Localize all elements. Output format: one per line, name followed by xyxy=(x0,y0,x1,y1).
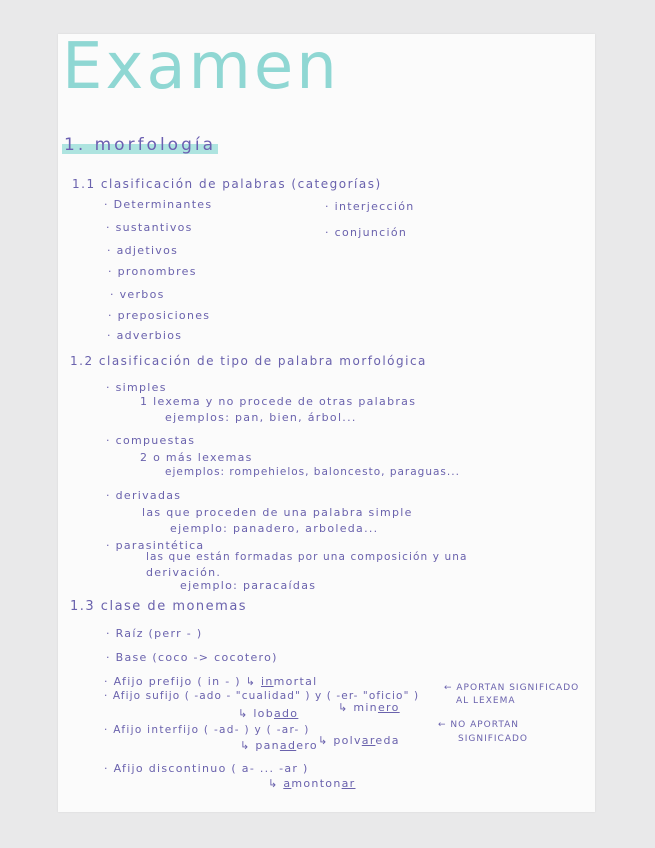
prefijo-underline: in xyxy=(260,675,274,688)
example-underline: ad xyxy=(279,739,297,752)
type-label-derivadas: · derivadas xyxy=(106,489,182,502)
type-example: ejemplos: pan, bien, árbol... xyxy=(165,411,357,424)
moneme-discontinuo: · Afijo discontinuo ( a- ... -ar ) xyxy=(104,762,309,775)
moneme-base: · Base (coco -> cocotero) xyxy=(106,651,278,664)
note-aportan-significado: ← APORTAN SIGNIFICADO xyxy=(444,683,580,693)
type-example: ejemplo: panadero, arboleda... xyxy=(170,522,379,535)
list-item: · verbos xyxy=(110,288,165,301)
heading-highlight: 1. morfología xyxy=(64,135,217,155)
subsection-title-1-2: 1.2 clasificación de tipo de palabra morfológica xyxy=(70,354,427,368)
example-underline: ar xyxy=(361,734,376,747)
subsection-title-1-3: 1.3 clase de monemas xyxy=(70,599,248,614)
page-title: Examen xyxy=(62,30,340,104)
list-item: · adjetivos xyxy=(107,244,179,257)
subsection-title-1-1: 1.1 clasificación de palabras (categorías) xyxy=(72,177,382,191)
list-item: · pronombres xyxy=(108,265,197,278)
list-item: · adverbios xyxy=(107,329,183,342)
note-no-aportan-2: SIGNIFICADO xyxy=(458,734,529,744)
moneme-sufijo: · Afijo sufijo ( -ado - "cualidad" ) y ( -er- "oficio" ) xyxy=(104,690,420,702)
type-definition: derivación. xyxy=(146,566,222,579)
example-text: ↳ xyxy=(268,777,284,790)
note-aportan-significado-2: AL LEXEMA xyxy=(456,696,516,706)
moneme-prefijo xyxy=(104,675,318,688)
list-item: · interjección xyxy=(325,200,415,213)
sufijo-example-2 xyxy=(338,701,400,714)
example-text: ↳ polv xyxy=(318,734,362,747)
type-definition: las que están formadas por una composición y una xyxy=(146,551,468,563)
type-definition: 2 o más lexemas xyxy=(140,451,253,464)
type-example: ejemplo: paracaídas xyxy=(180,579,317,592)
moneme-raiz: · Raíz (perr - ) xyxy=(106,627,203,640)
example-underline: ado xyxy=(273,707,299,720)
example-text: ↳ lob xyxy=(238,707,274,720)
example-text: ↳ min xyxy=(338,701,378,714)
example-underline: a xyxy=(283,777,292,790)
list-item: · preposiciones xyxy=(108,309,211,322)
list-item: · Determinantes xyxy=(104,198,213,211)
example-underline: ar xyxy=(341,777,356,790)
list-item: · conjunción xyxy=(325,226,408,239)
section-heading-morfologia xyxy=(62,135,218,155)
example-suffix: eda xyxy=(375,734,400,747)
interfijo-example-2 xyxy=(318,734,400,747)
type-example: ejemplos: rompehielos, baloncesto, paraguas... xyxy=(165,466,460,478)
note-no-aportan: ← NO APORTAN xyxy=(438,720,520,730)
type-definition: 1 lexema y no procede de otras palabras xyxy=(140,395,417,408)
prefijo-text: · Afijo prefijo ( in - ) ↳ xyxy=(104,675,261,688)
example-suffix: ero xyxy=(296,739,318,752)
type-label-compuestas: · compuestas xyxy=(106,434,196,447)
type-label-parasinteticas: · parasintética xyxy=(106,539,205,552)
type-label-simples: · simples xyxy=(106,381,167,394)
list-item: · sustantivos xyxy=(106,221,193,234)
discontinuo-example xyxy=(268,777,355,790)
example-text: ↳ pan xyxy=(240,739,280,752)
interfijo-example-1 xyxy=(240,739,318,752)
example-underline: ero xyxy=(377,701,400,714)
example-middle: monton xyxy=(291,777,342,790)
type-definition: las que proceden de una palabra simple xyxy=(142,506,413,519)
prefijo-suffix: mortal xyxy=(273,675,318,688)
sufijo-example-1 xyxy=(238,707,298,720)
moneme-interfijo: · Afijo interfijo ( -ad- ) y ( -ar- ) xyxy=(104,724,310,736)
